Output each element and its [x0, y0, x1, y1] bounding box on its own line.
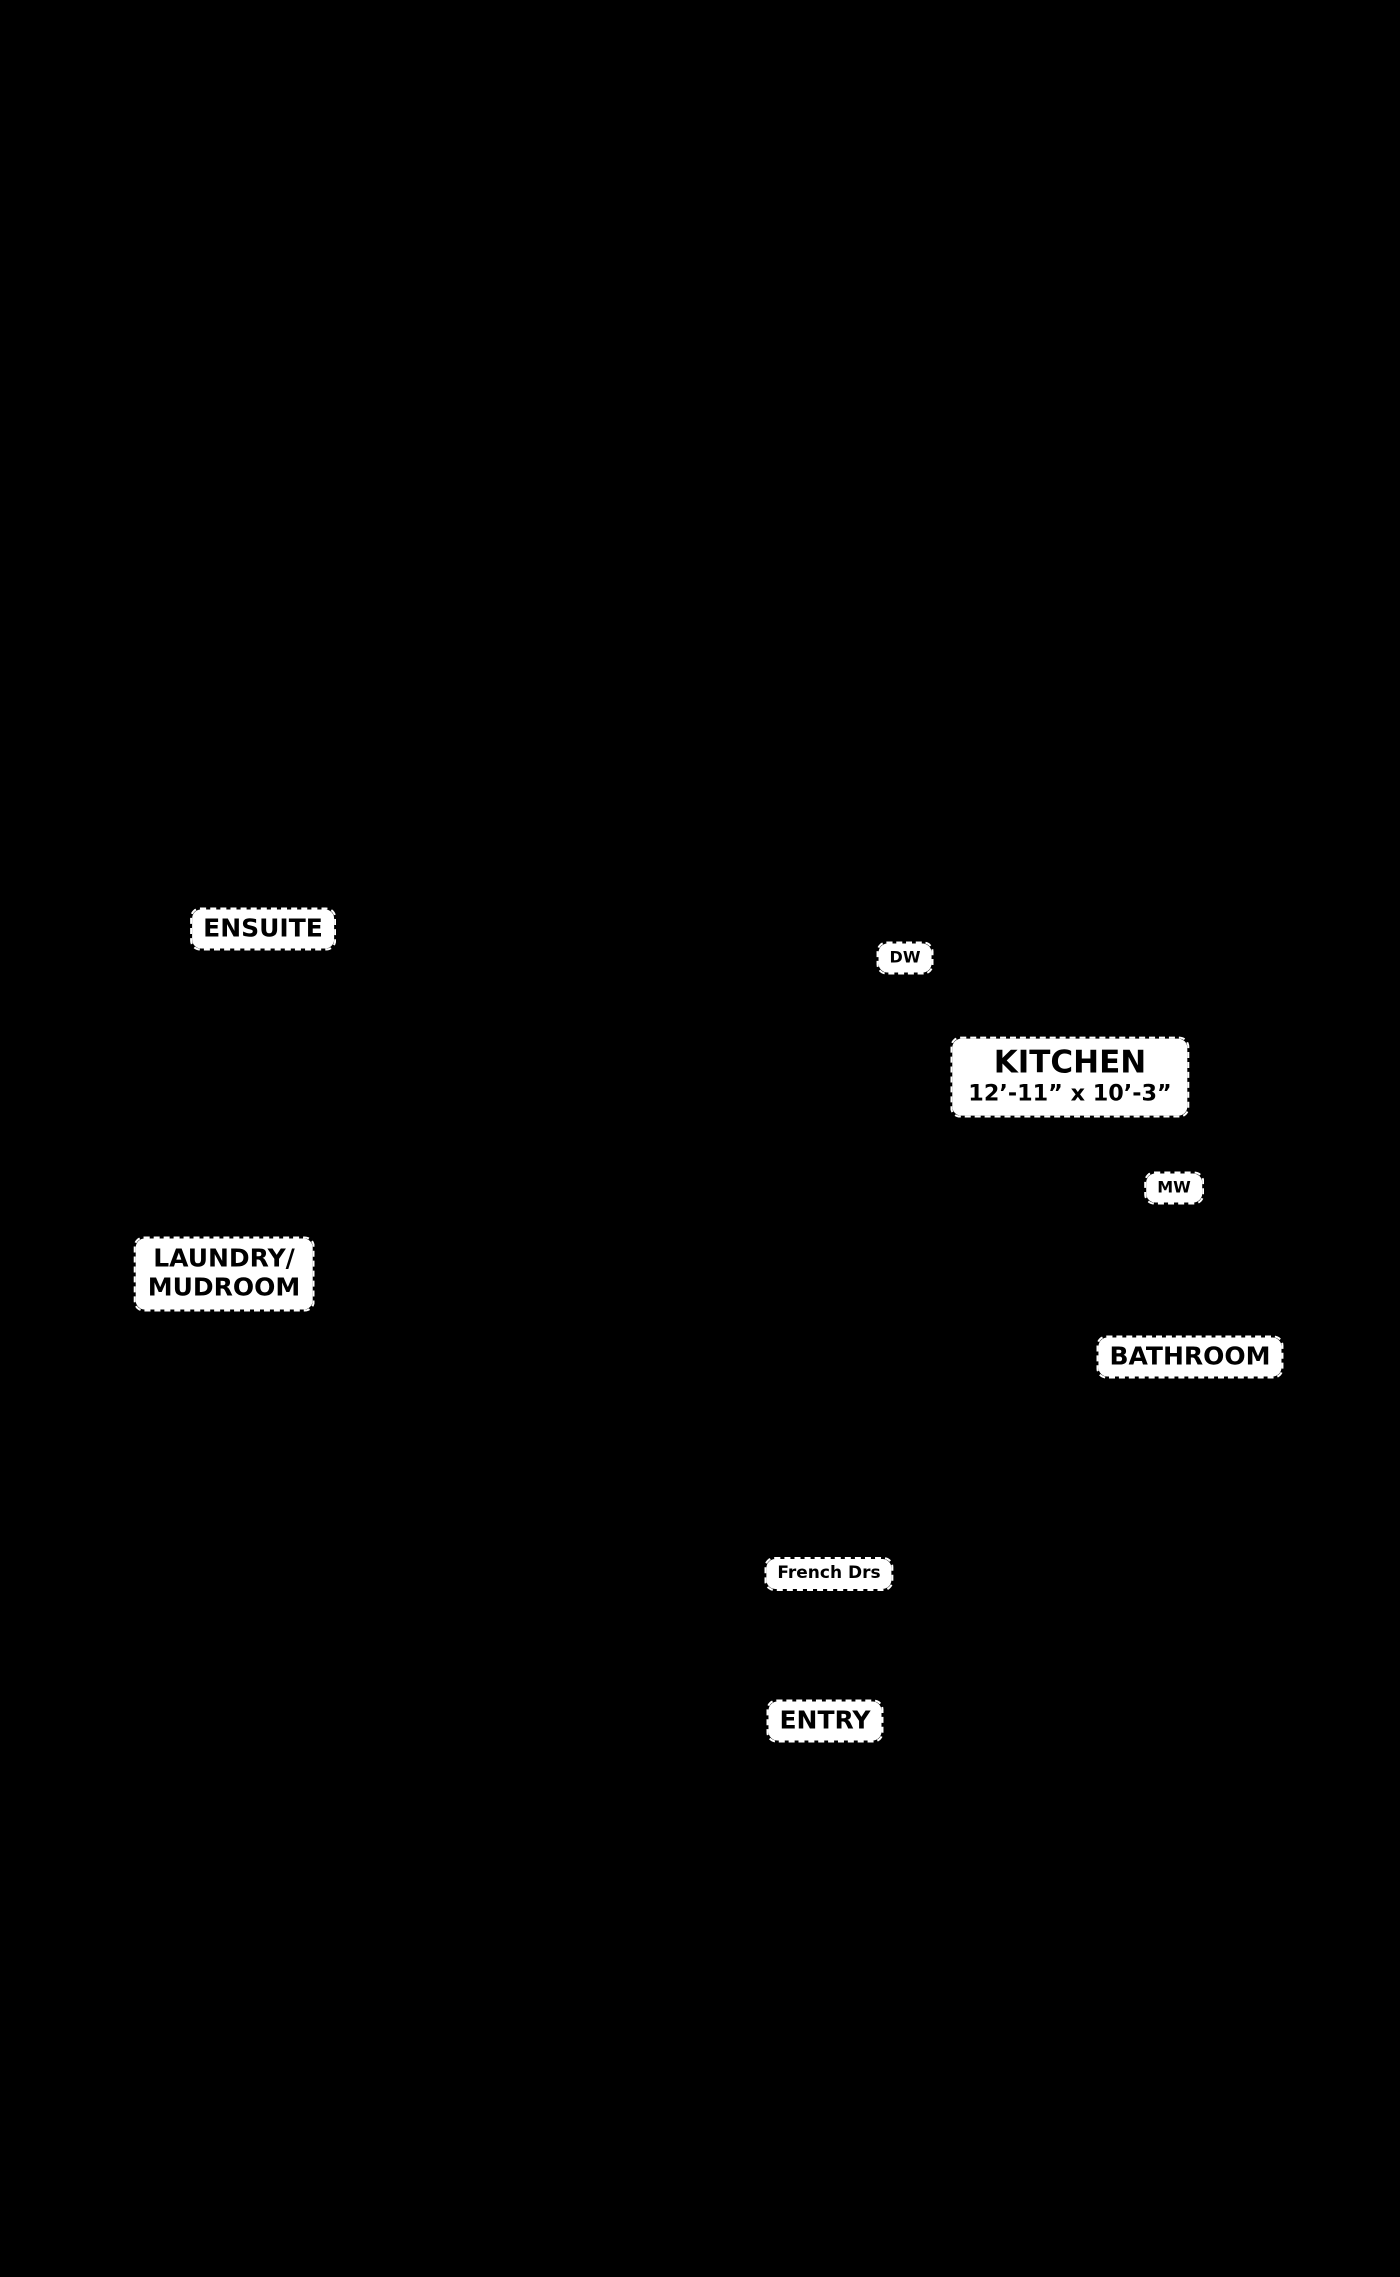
room-label-kitchen	[954, 1041, 1185, 1114]
room-label-entry	[770, 1704, 879, 1739]
room-label-ensuite-text: ENSUITE	[203, 913, 323, 943]
feature-label-french-doors	[768, 1561, 889, 1587]
room-label-mudroom-text: MUDROOM	[147, 1272, 301, 1302]
appliance-label-dishwasher-text: DW	[889, 947, 921, 967]
room-label-kitchen-text: KITCHEN	[993, 1044, 1147, 1081]
room-label-entry-text: ENTRY	[779, 1705, 871, 1735]
appliance-label-dishwasher	[881, 946, 930, 971]
appliance-label-microwave	[1148, 1176, 1200, 1201]
appliance-label-microwave-text: MW	[1157, 1177, 1191, 1197]
room-dimensions-kitchen: 12’-11” x 10’-3”	[968, 1080, 1172, 1107]
room-label-laundry-mudroom	[138, 1241, 311, 1308]
room-label-laundry-text: LAUNDRY/	[153, 1243, 295, 1273]
room-label-ensuite	[194, 912, 332, 947]
room-label-bathroom-text: BATHROOM	[1109, 1341, 1271, 1371]
feature-label-french-doors-text: French Drs	[777, 1562, 881, 1583]
room-label-bathroom	[1100, 1340, 1279, 1375]
